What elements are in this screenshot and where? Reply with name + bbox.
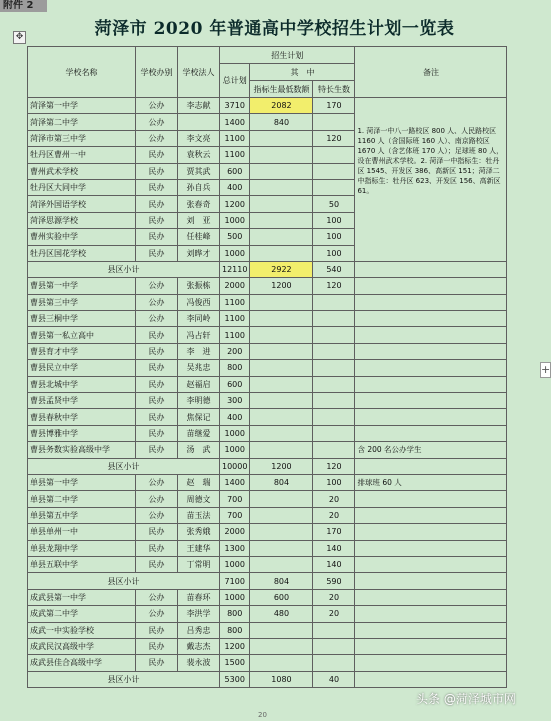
school-name-cell: 曹县三桐中学: [28, 311, 136, 327]
header-legal-person: 学校法人: [178, 47, 220, 98]
indicator-cell: [250, 360, 313, 376]
school-type-cell: 民办: [136, 409, 178, 425]
indicator-cell: [250, 491, 313, 507]
school-name-cell: 单县第五中学: [28, 507, 136, 523]
remark-cell: [355, 294, 507, 310]
school-type-cell: 民办: [136, 425, 178, 441]
header-of-which: 其 中: [250, 64, 355, 81]
remark-cell: [355, 409, 507, 425]
remark-cell: [355, 655, 507, 671]
table-row: [28, 524, 507, 540]
remark-cell: [355, 278, 507, 294]
legal-person-cell: 丁常明: [178, 556, 220, 572]
total-plan-cell: 800: [220, 606, 250, 622]
indicator-cell: [250, 327, 313, 343]
remark-cell: [355, 622, 507, 638]
school-type-cell: 公办: [136, 474, 178, 490]
indicator-cell: 804: [250, 474, 313, 490]
table-row: [28, 556, 507, 572]
specialty-cell: 100: [313, 212, 355, 228]
indicator-cell: [250, 540, 313, 556]
total-plan-cell: 1200: [220, 196, 250, 212]
total-plan-cell: 800: [220, 622, 250, 638]
table-row: [28, 278, 507, 294]
total-plan-cell: 7100: [220, 573, 250, 589]
school-type-cell: 公办: [136, 606, 178, 622]
legal-person-cell: 吴兆忠: [178, 360, 220, 376]
legal-person-cell: 王建华: [178, 540, 220, 556]
header-plan: 招生计划: [220, 47, 355, 64]
specialty-cell: [313, 442, 355, 458]
indicator-cell: 1200: [250, 458, 313, 474]
table-row: [28, 343, 507, 359]
header-total: 总计划: [220, 64, 250, 98]
school-name-cell: 曹州武术学校: [28, 163, 136, 179]
table-row: [28, 311, 507, 327]
remark-cell: [355, 327, 507, 343]
school-name-cell: 菏泽思源学校: [28, 212, 136, 228]
table-row: [28, 360, 507, 376]
watermark: 头条 @菏泽城市网: [416, 692, 516, 706]
indicator-cell: [250, 130, 313, 146]
school-name-cell: 成武县佳合高级中学: [28, 655, 136, 671]
remark-cell: [355, 491, 507, 507]
specialty-cell: [313, 179, 355, 195]
legal-person-cell: 苗继爱: [178, 425, 220, 441]
remark-cell: 含 200 名公办学生: [355, 442, 507, 458]
remark-cell: [355, 360, 507, 376]
remark-cell: [355, 540, 507, 556]
total-plan-cell: 5300: [220, 671, 250, 687]
legal-person-cell: 裴永波: [178, 655, 220, 671]
total-plan-cell: 700: [220, 507, 250, 523]
table-row: [28, 327, 507, 343]
specialty-cell: [313, 409, 355, 425]
school-name-cell: 成武民汉高级中学: [28, 638, 136, 654]
specialty-cell: [313, 343, 355, 359]
legal-person-cell: 孙自兵: [178, 179, 220, 195]
specialty-cell: 540: [313, 261, 355, 277]
legal-person-cell: 周德文: [178, 491, 220, 507]
total-plan-cell: 1400: [220, 474, 250, 490]
subtotal-label: 县区小计: [28, 671, 220, 687]
specialty-cell: 100: [313, 474, 355, 490]
specialty-cell: 590: [313, 573, 355, 589]
school-type-cell: 民办: [136, 196, 178, 212]
total-plan-cell: 1000: [220, 556, 250, 572]
legal-person-cell: 李洪学: [178, 606, 220, 622]
table-row: [28, 409, 507, 425]
legal-person-cell: 李志献: [178, 98, 220, 114]
indicator-cell: [250, 147, 313, 163]
total-plan-cell: 800: [220, 360, 250, 376]
header-school-type: 学校办别: [136, 47, 178, 98]
indicator-cell: 804: [250, 573, 313, 589]
remark-note-heze: 1. 菏泽一中八一路校区 800 人、人民路校区 1160 人（含国际班 160 人）、南京路校区 1670 人（含艺体班 170 人）；足球班 80 人，设在曹州武术学校。2. 菏泽一中指标生：牡丹区 1545、开发区 386、高新区 151；菏泽二中指标生：牡丹区 623、开发区 156、高新区 61。: [355, 98, 507, 262]
indicator-cell: 1080: [250, 671, 313, 687]
legal-person-cell: 张振栋: [178, 278, 220, 294]
school-name-cell: 曹州实验中学: [28, 229, 136, 245]
school-type-cell: 公办: [136, 130, 178, 146]
school-name-cell: 曹县第三中学: [28, 294, 136, 310]
legal-person-cell: 李明德: [178, 393, 220, 409]
remark-cell: [355, 311, 507, 327]
remark-cell: [355, 376, 507, 392]
add-row-plus-icon[interactable]: +: [541, 363, 551, 376]
school-type-cell: 民办: [136, 212, 178, 228]
indicator-cell: [250, 376, 313, 392]
remark-cell: [355, 606, 507, 622]
subtotal-row: [28, 458, 507, 474]
indicator-cell: [250, 163, 313, 179]
school-type-cell: 公办: [136, 311, 178, 327]
remark-cell: [355, 343, 507, 359]
indicator-cell: [250, 638, 313, 654]
school-type-cell: 民办: [136, 360, 178, 376]
total-plan-cell: 400: [220, 409, 250, 425]
table-row: [28, 294, 507, 310]
header-indicator-min: 指标生最低数额: [250, 81, 313, 98]
table-row: [28, 638, 507, 654]
indicator-cell: [250, 294, 313, 310]
school-name-cell: 牡丹区国花学校: [28, 245, 136, 261]
indicator-cell: [250, 179, 313, 195]
total-plan-cell: 1000: [220, 212, 250, 228]
total-plan-cell: 1500: [220, 655, 250, 671]
legal-person-cell: 赵 瑞: [178, 474, 220, 490]
total-plan-cell: 1400: [220, 114, 250, 130]
school-name-cell: 单县五联中学: [28, 556, 136, 572]
school-name-cell: 成武一中实验学校: [28, 622, 136, 638]
indicator-cell: [250, 442, 313, 458]
table-row: [28, 589, 507, 605]
total-plan-cell: 500: [220, 229, 250, 245]
school-type-cell: 公办: [136, 507, 178, 523]
specialty-cell: [313, 327, 355, 343]
indicator-cell: [250, 556, 313, 572]
page-title: 菏泽市 2020 年普通高中学校招生计划一览表: [94, 19, 455, 39]
total-plan-cell: 1000: [220, 245, 250, 261]
specialty-cell: 50: [313, 196, 355, 212]
remark-cell: [355, 261, 507, 277]
school-name-cell: 牡丹区曹州一中: [28, 147, 136, 163]
school-type-cell: 民办: [136, 393, 178, 409]
specialty-cell: [313, 376, 355, 392]
school-name-cell: 曹县务数实验高级中学: [28, 442, 136, 458]
remark-cell: [355, 524, 507, 540]
total-plan-cell: 1100: [220, 311, 250, 327]
school-type-cell: 民办: [136, 343, 178, 359]
indicator-cell: [250, 425, 313, 441]
indicator-cell: [250, 229, 313, 245]
school-name-cell: 曹县博雅中学: [28, 425, 136, 441]
indicator-cell: 840: [250, 114, 313, 130]
remark-cell: [355, 671, 507, 687]
legal-person-cell: 张春奇: [178, 196, 220, 212]
indicator-cell: [250, 524, 313, 540]
school-name-cell: 曹县民立中学: [28, 360, 136, 376]
indicator-cell: [250, 622, 313, 638]
school-name-cell: 单县单州一中: [28, 524, 136, 540]
school-type-cell: 公办: [136, 294, 178, 310]
school-type-cell: 民办: [136, 163, 178, 179]
legal-person-cell: 袁秋云: [178, 147, 220, 163]
specialty-cell: [313, 163, 355, 179]
legal-person-cell: 任桂峰: [178, 229, 220, 245]
enrollment-plan-table: [27, 46, 507, 688]
total-plan-cell: 300: [220, 393, 250, 409]
total-plan-cell: 1100: [220, 147, 250, 163]
indicator-cell: [250, 212, 313, 228]
total-plan-cell: 700: [220, 491, 250, 507]
indicator-cell: [250, 343, 313, 359]
school-name-cell: 菏泽第一中学: [28, 98, 136, 114]
table-row: [28, 474, 507, 490]
school-name-cell: 曹县北城中学: [28, 376, 136, 392]
school-name-cell: 牡丹区大同中学: [28, 179, 136, 195]
specialty-cell: 100: [313, 229, 355, 245]
specialty-cell: [313, 425, 355, 441]
indicator-cell: [250, 196, 313, 212]
total-plan-cell: 12110: [220, 261, 250, 277]
specialty-cell: 140: [313, 540, 355, 556]
school-name-cell: 曹县育才中学: [28, 343, 136, 359]
total-plan-cell: 1200: [220, 638, 250, 654]
school-name-cell: 曹县孟贤中学: [28, 393, 136, 409]
school-type-cell: 民办: [136, 442, 178, 458]
total-plan-cell: 3710: [220, 98, 250, 114]
indicator-cell: 1200: [250, 278, 313, 294]
legal-person-cell: 汤 武: [178, 442, 220, 458]
school-type-cell: 公办: [136, 98, 178, 114]
specialty-cell: 140: [313, 556, 355, 572]
legal-person-cell: 戴志杰: [178, 638, 220, 654]
remark-cell: 排球班 60 人: [355, 474, 507, 490]
header-specialty: 特长生数: [313, 81, 355, 98]
legal-person-cell: 李 进: [178, 343, 220, 359]
remark-cell: [355, 573, 507, 589]
school-name-cell: 单县第二中学: [28, 491, 136, 507]
school-name-cell: 菏泽市第三中学: [28, 130, 136, 146]
school-name-cell: 曹县第一私立高中: [28, 327, 136, 343]
total-plan-cell: 1100: [220, 130, 250, 146]
table-row: [28, 622, 507, 638]
specialty-cell: [313, 638, 355, 654]
table-move-handle-icon[interactable]: ✥: [13, 31, 26, 44]
specialty-cell: 100: [313, 245, 355, 261]
subtotal-label: 县区小计: [28, 573, 220, 589]
legal-person-cell: [178, 114, 220, 130]
legal-person-cell: 焦保记: [178, 409, 220, 425]
remark-cell: [355, 589, 507, 605]
remark-cell: [355, 507, 507, 523]
school-name-cell: 单县龙翔中学: [28, 540, 136, 556]
table-row: [28, 491, 507, 507]
specialty-cell: 20: [313, 491, 355, 507]
total-plan-cell: 400: [220, 179, 250, 195]
school-type-cell: 公办: [136, 491, 178, 507]
specialty-cell: [313, 114, 355, 130]
legal-person-cell: 吕秀忠: [178, 622, 220, 638]
subtotal-label: 县区小计: [28, 458, 220, 474]
subtotal-label: 县区小计: [28, 261, 220, 277]
school-name-cell: 曹县春秋中学: [28, 409, 136, 425]
indicator-cell: [250, 311, 313, 327]
legal-person-cell: 苗玉法: [178, 507, 220, 523]
school-type-cell: 民办: [136, 638, 178, 654]
total-plan-cell: 200: [220, 343, 250, 359]
total-plan-cell: 2000: [220, 524, 250, 540]
header-school-name: 学校名称: [28, 47, 136, 98]
school-type-cell: 民办: [136, 179, 178, 195]
school-type-cell: 民办: [136, 540, 178, 556]
specialty-cell: [313, 360, 355, 376]
indicator-cell: [250, 507, 313, 523]
total-plan-cell: 1000: [220, 425, 250, 441]
table-row: [28, 540, 507, 556]
total-plan-cell: 2000: [220, 278, 250, 294]
specialty-cell: 120: [313, 278, 355, 294]
indicator-cell: [250, 245, 313, 261]
school-type-cell: 民办: [136, 655, 178, 671]
school-type-cell: 民办: [136, 229, 178, 245]
total-plan-cell: 1000: [220, 589, 250, 605]
legal-person-cell: 刘 亚: [178, 212, 220, 228]
school-type-cell: 公办: [136, 114, 178, 130]
specialty-cell: [313, 294, 355, 310]
legal-person-cell: 贾其武: [178, 163, 220, 179]
indicator-cell: [250, 409, 313, 425]
specialty-cell: [313, 622, 355, 638]
specialty-cell: 20: [313, 606, 355, 622]
remark-cell: [355, 638, 507, 654]
school-name-cell: 曹县第一中学: [28, 278, 136, 294]
table-row: [28, 606, 507, 622]
legal-person-cell: 苗春环: [178, 589, 220, 605]
remark-cell: [355, 556, 507, 572]
school-name-cell: 成武县第一中学: [28, 589, 136, 605]
specialty-cell: 170: [313, 524, 355, 540]
school-type-cell: 民办: [136, 147, 178, 163]
school-name-cell: 单县第一中学: [28, 474, 136, 490]
indicator-cell: [250, 655, 313, 671]
legal-person-cell: 李文亮: [178, 130, 220, 146]
school-type-cell: 公办: [136, 278, 178, 294]
specialty-cell: 170: [313, 98, 355, 114]
total-plan-cell: 10000: [220, 458, 250, 474]
remark-cell: [355, 458, 507, 474]
indicator-cell: 600: [250, 589, 313, 605]
header-remark: 备注: [355, 47, 507, 98]
indicator-cell: 480: [250, 606, 313, 622]
specialty-cell: [313, 655, 355, 671]
school-name-cell: 成武第二中学: [28, 606, 136, 622]
school-name-cell: 菏泽第二中学: [28, 114, 136, 130]
table-row: [28, 507, 507, 523]
remark-cell: [355, 393, 507, 409]
specialty-cell: [313, 393, 355, 409]
table-row: [28, 425, 507, 441]
subtotal-row: [28, 573, 507, 589]
table-row: [28, 442, 507, 458]
school-type-cell: 公办: [136, 589, 178, 605]
school-type-cell: 民办: [136, 376, 178, 392]
indicator-cell: 2082: [250, 98, 313, 114]
subtotal-row: [28, 671, 507, 687]
legal-person-cell: 张秀娥: [178, 524, 220, 540]
total-plan-cell: 1100: [220, 327, 250, 343]
legal-person-cell: 冯俊西: [178, 294, 220, 310]
legal-person-cell: 冯占轩: [178, 327, 220, 343]
school-type-cell: 民办: [136, 245, 178, 261]
indicator-cell: [250, 393, 313, 409]
specialty-cell: 20: [313, 507, 355, 523]
legal-person-cell: 李同岭: [178, 311, 220, 327]
school-type-cell: 民办: [136, 622, 178, 638]
specialty-cell: [313, 147, 355, 163]
table-row: [28, 98, 507, 114]
legal-person-cell: 赵福启: [178, 376, 220, 392]
specialty-cell: 120: [313, 458, 355, 474]
school-name-cell: 菏泽外国语学校: [28, 196, 136, 212]
indicator-cell: 2922: [250, 261, 313, 277]
subtotal-row: [28, 261, 507, 277]
table-row: [28, 655, 507, 671]
table-row: [28, 393, 507, 409]
total-plan-cell: 600: [220, 163, 250, 179]
school-type-cell: 民办: [136, 556, 178, 572]
specialty-cell: 40: [313, 671, 355, 687]
school-type-cell: 民办: [136, 327, 178, 343]
page-number: 20: [258, 711, 267, 719]
legal-person-cell: 刘晔才: [178, 245, 220, 261]
table-row: [28, 376, 507, 392]
total-plan-cell: 1100: [220, 294, 250, 310]
total-plan-cell: 1000: [220, 442, 250, 458]
specialty-cell: 120: [313, 130, 355, 146]
total-plan-cell: 1300: [220, 540, 250, 556]
school-type-cell: 民办: [136, 524, 178, 540]
total-plan-cell: 600: [220, 376, 250, 392]
attachment-tag: 附件 2: [0, 0, 47, 12]
remark-cell: [355, 425, 507, 441]
specialty-cell: 20: [313, 589, 355, 605]
specialty-cell: [313, 311, 355, 327]
